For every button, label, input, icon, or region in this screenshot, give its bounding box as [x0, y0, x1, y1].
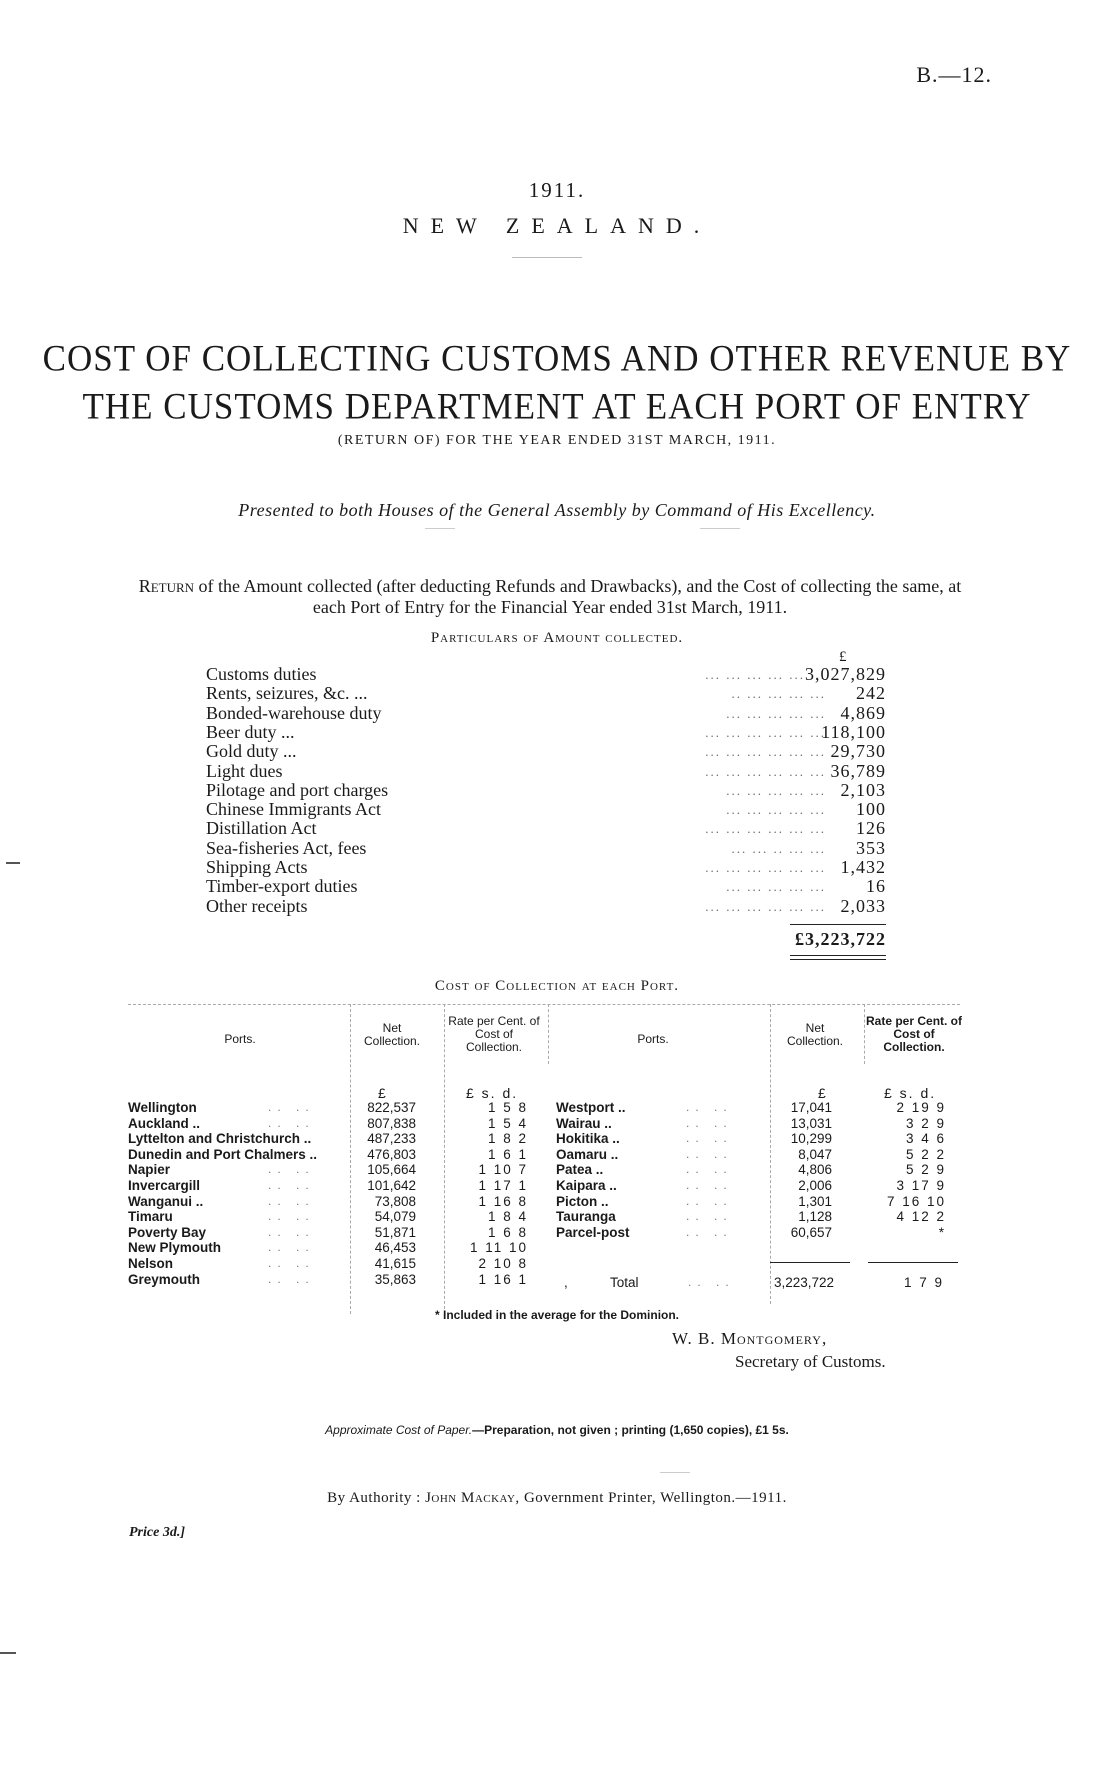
port-name: Kaipara ..: [556, 1178, 617, 1193]
rate-per-cent: 3 4 6: [905, 1131, 946, 1147]
revenue-value: 242: [856, 683, 886, 704]
port-name: Westport ..: [556, 1100, 626, 1115]
rate-per-cent: 1 8 2: [487, 1131, 528, 1147]
rate-per-cent: 3 17 9: [896, 1178, 946, 1193]
net-collection: 73,808: [374, 1193, 416, 1209]
divider: [700, 528, 740, 529]
net-collection: 46,453: [374, 1240, 416, 1256]
port-name: Wanganui ..: [128, 1193, 204, 1209]
divider: [660, 1472, 690, 1473]
revenue-row: [206, 761, 886, 780]
port-name: New Plymouth: [128, 1240, 222, 1256]
revenue-value: 353: [856, 837, 886, 858]
table-row: [556, 1100, 958, 1116]
cost-of-paper: [0, 1423, 1114, 1437]
leader-dots: .. ..: [686, 1224, 733, 1239]
net-collection: 476,803: [367, 1146, 416, 1162]
net-collection: 1,128: [798, 1209, 832, 1225]
table-row: [128, 1131, 548, 1147]
net-collection: 60,657: [790, 1224, 832, 1240]
total-dots: .. ..: [688, 1275, 735, 1289]
net-collection: 822,537: [367, 1100, 416, 1115]
col-header-net-right: Net Collection.: [786, 1021, 844, 1048]
net-collection: 10,299: [790, 1131, 832, 1147]
net-collection: 101,642: [367, 1178, 416, 1193]
total-row: , Total .. .. 3,223,722 1 7 9: [564, 1275, 944, 1290]
rate-per-cent: 5 2 2: [905, 1146, 946, 1162]
net-collection: 2,006: [798, 1178, 832, 1193]
net-collection: 8,047: [798, 1146, 832, 1162]
leader-dots: .. ..: [268, 1224, 315, 1239]
net-collection: 17,041: [790, 1100, 832, 1115]
rate-per-cent: 3 2 9: [905, 1115, 946, 1131]
table-row: [556, 1131, 958, 1147]
leader-dots: .. ..: [268, 1240, 315, 1255]
leader-dots: ... ... .. ... ...: [731, 840, 826, 856]
table-row: [128, 1272, 548, 1288]
table-row: [128, 1116, 548, 1132]
revenue-row: [206, 683, 886, 702]
column-divider: [864, 1004, 865, 1064]
document-title: [0, 335, 1114, 432]
port-name: Poverty Bay: [128, 1224, 207, 1240]
net-collection: 35,863: [374, 1271, 416, 1287]
port-name: Nelson: [128, 1256, 174, 1271]
leader-dots: .. ..: [686, 1100, 733, 1114]
revenue-row: [206, 857, 886, 876]
leader-dots: ... ... ... ... ... ...: [705, 898, 826, 914]
port-name: Patea ..: [556, 1162, 604, 1178]
leader-dots: .. ..: [686, 1209, 733, 1224]
revenue-value: 3,027,829: [805, 664, 886, 684]
table-row: [128, 1209, 548, 1225]
revenue-row: [206, 876, 886, 895]
leader-dots: .. ..: [268, 1271, 315, 1286]
table-row: [128, 1240, 548, 1256]
rate-per-cent: 1 10 7: [478, 1162, 528, 1178]
col-header-ports-right: Ports.: [637, 1032, 669, 1046]
table-row: [556, 1162, 958, 1178]
divider: [512, 257, 582, 258]
price: Price 3d.]: [129, 1525, 185, 1540]
leader-dots: .. ..: [268, 1256, 315, 1270]
table-row: [128, 1178, 548, 1194]
revenue-value: 4,869: [840, 702, 886, 723]
revenue-value: 2,033: [840, 895, 886, 916]
country-heading: NEW ZEALAND.: [402, 213, 712, 238]
presented-line: Presented to both Houses of the General Assembly by Command of His Excellency.: [238, 500, 876, 520]
revenue-label: Sea-fisheries Act, fees: [206, 837, 367, 858]
port-name: Wellington: [128, 1100, 197, 1115]
rate-per-cent: 1 8 4: [487, 1209, 528, 1225]
table-row: [556, 1116, 958, 1132]
revenue-label: Distillation Act: [206, 818, 317, 839]
port-name: Parcel-post: [556, 1224, 630, 1240]
table-row: [556, 1194, 958, 1210]
revenue-value: 2,103: [840, 779, 886, 800]
revenue-value: 1,432: [840, 857, 886, 877]
revenue-row: [206, 799, 886, 818]
total-label: Total: [610, 1275, 639, 1290]
leader-dots: ... ... ... ... ... ...: [705, 860, 826, 875]
cost-text: —Preparation, not given ; printing (1,650 copies), £1 5s.: [472, 1423, 789, 1437]
printer-name: John Mackay,: [425, 1490, 520, 1506]
intro-text: of the Amount collected (after deducting Refunds and Drawbacks), and the Cost of collecting the same, at each Port of Entry for the Financial Year ended 31st March, 1911.: [194, 576, 962, 617]
leader-dots: ... ... ... ... ... ...: [705, 724, 826, 740]
leader-dots: .. ..: [686, 1193, 733, 1208]
revenue-label: Other receipts: [206, 895, 308, 916]
table-row: [128, 1162, 548, 1178]
port-name: Hokitika ..: [556, 1131, 620, 1147]
revenue-label: Beer duty ...: [206, 721, 295, 742]
port-name: Dunedin and Port Chalmers ..: [128, 1146, 318, 1162]
revenue-label: Pilotage and port charges: [206, 779, 389, 800]
net-collection: 54,079: [374, 1209, 416, 1225]
sum-rule: [790, 924, 886, 925]
net-collection: 105,664: [367, 1162, 416, 1178]
table-row: [556, 1209, 958, 1225]
port-name: Tauranga: [556, 1209, 616, 1225]
port-name: Oamaru ..: [556, 1146, 619, 1162]
revenue-label: Bonded-warehouse duty: [206, 702, 382, 723]
revenue-row: [206, 818, 886, 837]
unit-rate-left: £ s. d.: [466, 1085, 519, 1101]
net-collection: 487,233: [367, 1131, 416, 1147]
leader-dots: .. ... ... ... ...: [731, 686, 826, 702]
revenue-row: [206, 780, 886, 799]
rate-per-cent: 5 2 9: [905, 1162, 946, 1178]
leader-dots: ... ... ... ... ... ...: [705, 744, 826, 760]
table-top-rule: [128, 1004, 960, 1005]
leader-dots: .. ..: [686, 1131, 733, 1146]
leader-dots: ... ... ... ... ...: [726, 879, 826, 895]
col-header-rate-left: Rate per Cent. of Cost of Collection.: [448, 1014, 540, 1054]
leader-dots: .. ..: [268, 1209, 315, 1224]
revenue-row: [206, 664, 886, 683]
port-name: Auckland ..: [128, 1115, 201, 1131]
rate-per-cent: 1 11 10: [469, 1240, 528, 1256]
port-name: Lyttelton and Christchurch ..: [128, 1131, 312, 1147]
leader-dots: ... ... ... ... ... ...: [705, 821, 826, 837]
port-name: Greymouth: [128, 1271, 201, 1287]
particulars-heading: Particulars of Amount collected.: [430, 630, 684, 646]
divider: [425, 528, 455, 529]
leader-dots: .. ..: [686, 1178, 733, 1192]
table-row: [128, 1225, 548, 1241]
scan-mark: [0, 1652, 16, 1654]
table-row: [128, 1100, 548, 1116]
col-header-ports-left: Ports.: [224, 1032, 256, 1046]
leader-dots: ... ... ... ... ... ...: [705, 763, 826, 779]
leader-dots: ... ... ... ... ...: [726, 705, 826, 721]
revenue-row: [206, 703, 886, 722]
table-row: [128, 1256, 548, 1272]
leader-dots: .. ..: [686, 1115, 733, 1130]
table-row: [128, 1194, 548, 1210]
total-rule-net: [770, 1262, 850, 1263]
total-net: 3,223,722: [773, 1275, 834, 1290]
leader-dots: .. ..: [686, 1146, 733, 1161]
leader-dots: ... ... ... ... ...: [726, 782, 826, 798]
title-line-2: THE CUSTOMS DEPARTMENT AT EACH PORT OF ENTRY: [82, 386, 1032, 428]
net-collection: 51,871: [374, 1224, 416, 1240]
signatory-title: Secretary of Customs.: [735, 1352, 886, 1371]
intro-lead: Return: [138, 576, 195, 596]
column-divider: [548, 1004, 549, 1064]
unit-rate-right: £ s. d.: [884, 1085, 937, 1101]
port-name: Picton ..: [556, 1193, 609, 1209]
port-name: Invercargill: [128, 1178, 201, 1193]
revenue-row: [206, 896, 886, 915]
double-rule: [790, 955, 886, 960]
revenue-value: 126: [856, 818, 886, 839]
leader-dots: .. ..: [268, 1115, 315, 1130]
net-collection: 4,806: [798, 1162, 832, 1178]
rate-per-cent: 1 6 1: [487, 1146, 528, 1162]
cost-heading: Cost of Collection at each Port.: [434, 978, 680, 994]
revenue-label: Light dues: [206, 760, 283, 781]
document-year: 1911.: [528, 178, 586, 202]
cost-label: Approximate Cost of Paper.: [325, 1423, 473, 1437]
revenue-label: Customs duties: [206, 664, 317, 684]
revenue-value: 16: [866, 876, 886, 897]
revenue-row: [206, 838, 886, 857]
leader-dots: ... ... ... ... ... ...: [705, 667, 826, 682]
revenue-label: Timber-export duties: [206, 876, 358, 897]
revenue-value: 36,789: [830, 760, 886, 781]
revenue-row: [206, 741, 886, 760]
document-subtitle: (RETURN OF) FOR THE YEAR ENDED 31ST MARCH, 1911.: [337, 433, 777, 448]
unit-net-right: £: [818, 1085, 826, 1101]
table-row: [556, 1178, 958, 1194]
signatory-name: W. B. Montgomery,: [672, 1329, 828, 1348]
col-header-net-left: Net Collection.: [363, 1021, 421, 1048]
table-row: [556, 1147, 958, 1163]
net-collection: 807,838: [367, 1115, 416, 1131]
rate-per-cent: 1 16 1: [478, 1271, 528, 1287]
revenue-label: Gold duty ...: [206, 741, 297, 762]
port-name: Wairau ..: [556, 1115, 612, 1131]
revenue-label: Rents, seizures, &c. ...: [206, 683, 368, 704]
leader-dots: .. ..: [686, 1162, 733, 1177]
rate-per-cent: 2 19 9: [896, 1100, 946, 1115]
scan-mark: [6, 862, 20, 864]
rate-per-cent: 4 12 2: [896, 1209, 946, 1225]
currency-heading: £: [839, 649, 847, 665]
leader-dots: .. ..: [268, 1178, 315, 1192]
port-name: Napier: [128, 1162, 171, 1178]
total-rule-rate: [868, 1262, 958, 1263]
leader-dots: ... ... ... ... ...: [726, 802, 826, 818]
port-name: Timaru: [128, 1209, 173, 1225]
title-line-1: COST OF COLLECTING CUSTOMS AND OTHER REVENUE BY: [42, 337, 1072, 379]
rate-per-cent: *: [938, 1224, 946, 1240]
total-rate: 1 7 9: [903, 1275, 944, 1290]
net-collection: 13,031: [790, 1115, 832, 1131]
table-row: [556, 1225, 958, 1241]
document-reference: B.—12.: [916, 62, 992, 87]
unit-net-left: £: [378, 1085, 386, 1101]
revenue-label: Shipping Acts: [206, 857, 308, 877]
rate-per-cent: 1 5 8: [487, 1100, 528, 1115]
rate-per-cent: 7 16 10: [886, 1193, 946, 1209]
footnote: * Included in the average for the Dominion.: [434, 1308, 680, 1322]
rate-per-cent: 1 6 8: [487, 1224, 528, 1240]
revenue-value: 118,100: [821, 721, 886, 742]
leader-dots: .. ..: [268, 1193, 315, 1208]
leader-dots: .. ..: [268, 1162, 315, 1177]
revenue-total: £3,223,722: [795, 929, 886, 949]
rate-per-cent: 1 17 1: [478, 1178, 528, 1193]
table-row: [128, 1147, 548, 1163]
revenue-label: Chinese Immigrants Act: [206, 799, 381, 820]
printer-authority: By Authority : John Mackay, Government Printer, Wellington.—1911.: [327, 1490, 787, 1506]
net-collection: 1,301: [798, 1193, 832, 1209]
net-collection: 41,615: [374, 1256, 416, 1271]
leader-dots: .. ..: [268, 1100, 315, 1114]
revenue-value: 100: [856, 799, 886, 820]
revenue-row: [206, 722, 886, 741]
rate-per-cent: 1 16 8: [478, 1193, 528, 1209]
intro-paragraph: [130, 576, 970, 618]
rate-per-cent: 2 10 8: [478, 1256, 528, 1271]
revenue-value: 29,730: [830, 741, 886, 762]
col-header-rate-right: Rate per Cent. of Cost of Collection.: [866, 1014, 963, 1054]
rate-per-cent: 1 5 4: [487, 1115, 528, 1131]
